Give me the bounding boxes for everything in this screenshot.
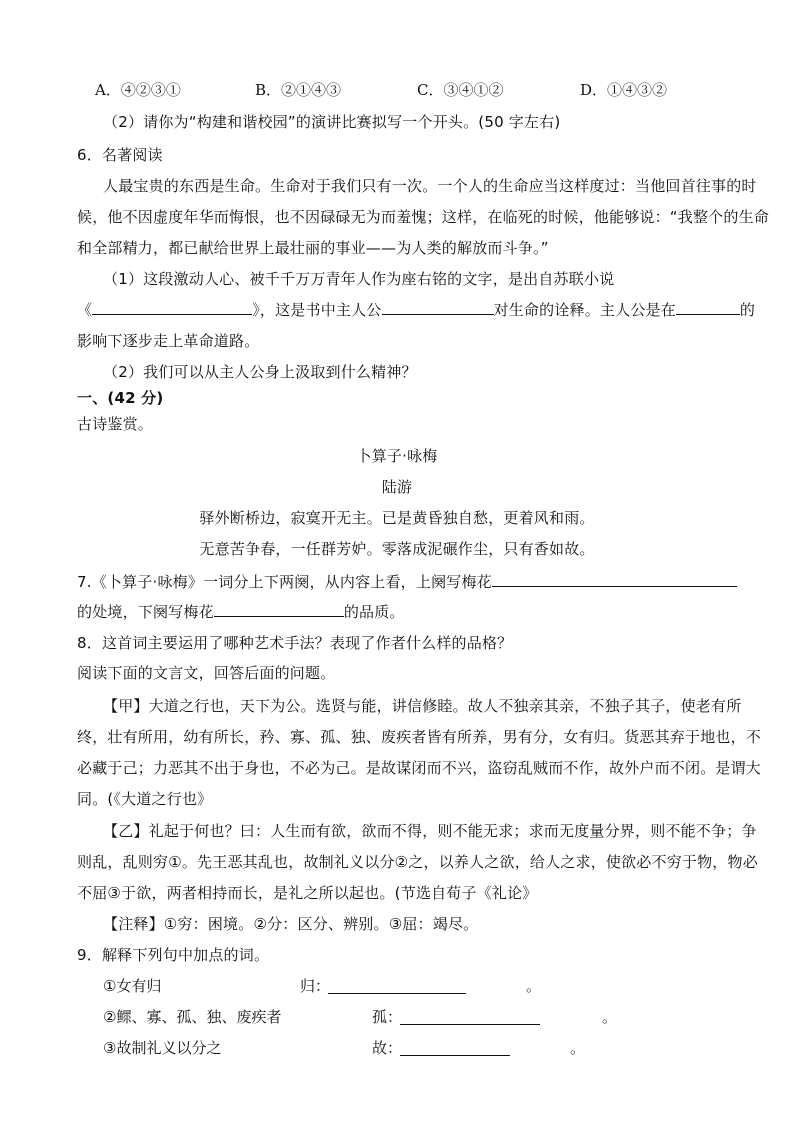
q9-item-1-blank[interactable] <box>328 979 466 994</box>
q9-item-3-blank[interactable] <box>400 1041 510 1056</box>
jia-line-3: 必藏于己；力恶其不出于身也，不必为己。是故谋闭而不兴，盗窃乱贼而不作，故外户而不闭。是谓大 <box>77 759 762 777</box>
q6-sub1-line-3: 影响下逐步走上革命道路。 <box>77 332 260 350</box>
poem-line-2: 无意苦争春，一任群芳妒。零落成泥碾作尘，只有香如故。 <box>199 540 595 558</box>
q9-item-3-phrase: ③故制礼义以分之 <box>103 1039 222 1057</box>
q7-text-1: 7.《卜算子·咏梅》一词分上下两阕，从内容上看，上阕写梅花 <box>77 573 492 591</box>
q6-passage-line-1: 人最宝贵的东西是生命。生命对于我们只有一次。一个人的生命应当这样度过：当他回首往事的时 <box>103 177 757 195</box>
poem-title: 卜算子·咏梅 <box>356 447 438 465</box>
yi-line-1: 【乙】礼起于何也？曰：人生而有欲，欲而不得，则不能无求；求而无度量分界，则不能不争；争 <box>103 822 757 840</box>
poem-author: 陆游 <box>381 478 413 496</box>
jia-line-2: 终，壮有所用，幼有所长，矜、寡、孤、独、废疾者皆有所养，男有分，女有归。货恶其弃于地也，不 <box>77 728 762 746</box>
q6-sub2: （2）我们可以从主人公身上汲取到什么精神？ <box>103 363 417 381</box>
option-d: D．①④③② <box>580 81 668 99</box>
q9-item-3-end: 。 <box>570 1039 586 1057</box>
q6-sub1-line-1: （1）这段激动人心、被千千万万青年人作为座右铭的文字，是出自苏联小说 <box>103 270 615 288</box>
q9-item-2-phrase: ②鳏、寡、孤、独、废疾者 <box>103 1008 282 1026</box>
q9-item-2-blank[interactable] <box>400 1010 540 1025</box>
q6-passage-line-3: 和全部精力，都已献给世界上最壮丽的事业——为人类的解放而斗争。” <box>77 239 549 257</box>
option-c: C．③④①② <box>417 81 504 99</box>
section-intro: 古诗鉴赏。 <box>77 415 154 433</box>
q6-influence-blank[interactable] <box>676 300 740 315</box>
yi-line-2: 则乱，乱则穷①。先王恶其乱也，故制礼义以分②之，以养人之欲，给人之求，使欲必不穷于物，物必 <box>77 853 758 871</box>
q6-book-open: 《 <box>77 301 93 319</box>
q6-sub1-line-2 <box>77 300 756 320</box>
q6-sub1-text-b: 》，这是书中主人公 <box>252 301 382 319</box>
yi-line-3: 不屈③于欲，两者相持而长，是礼之所以起也。(节选自荀子《礼论》 <box>77 884 538 902</box>
q9-item-1-end: 。 <box>526 977 542 995</box>
q9-item-1-word: 归： <box>300 977 331 995</box>
section-heading: 一、(42 分) <box>77 389 164 407</box>
q6-sub1-text-c: 对生命的诠释。主人公是在 <box>493 301 676 319</box>
option-b: B．②①④③ <box>255 81 342 99</box>
q9-item-2-end: 。 <box>602 1008 618 1026</box>
q6-passage-line-2: 候，他不因虚度年华而悔恨，也不因碌碌无为而羞愧；这样，在临死的时候，他能够说：“我整个的生命 <box>77 208 769 226</box>
q6-book-blank[interactable] <box>92 300 252 315</box>
annotation-note: 【注释】①穷：困境。②分：区分、辨别。③屈：竭尽。 <box>103 915 479 933</box>
q5-sub2: （2）请你为“构建和谐校园”的演讲比赛拟写一个开头。(50 字左右) <box>103 113 561 131</box>
reading-intro: 阅读下面的文言文，回答后面的问题。 <box>77 664 336 682</box>
q7-blank-2[interactable] <box>214 602 344 617</box>
poem-line-1: 驿外断桥边，寂寞开无主。已是黄昏独自愁，更着风和雨。 <box>199 509 595 527</box>
q9-item-1-phrase: ①女有归 <box>103 977 162 995</box>
q7-line-2 <box>77 602 747 622</box>
q8-question: 8．这首词主要运用了哪种艺术手法？表现了作者什么样的品格？ <box>77 634 513 652</box>
jia-line-1: 【甲】大道之行也，天下为公。选贤与能，讲信修睦。故人不独亲其亲，不独子其子，使老有所 <box>103 697 742 715</box>
q6-heading: 6．名著阅读 <box>77 146 163 164</box>
q7-line-1 <box>77 572 747 592</box>
q6-hero-blank[interactable] <box>382 300 494 315</box>
jia-line-4: 同。(《大道之行也》 <box>77 790 213 808</box>
q9-item-2-word: 孤： <box>372 1008 403 1026</box>
q6-sub1-text-d: 的 <box>739 301 756 319</box>
option-a: A．④②③① <box>95 81 181 99</box>
q9-heading: 9．解释下列句中加点的词。 <box>77 946 270 964</box>
q7-text-2a: 的处境，下阕写梅花 <box>77 603 214 621</box>
q9-item-3-word: 故： <box>372 1039 403 1057</box>
q7-blank-1[interactable] <box>492 572 737 587</box>
q7-text-2b: 的品质。 <box>343 603 405 621</box>
